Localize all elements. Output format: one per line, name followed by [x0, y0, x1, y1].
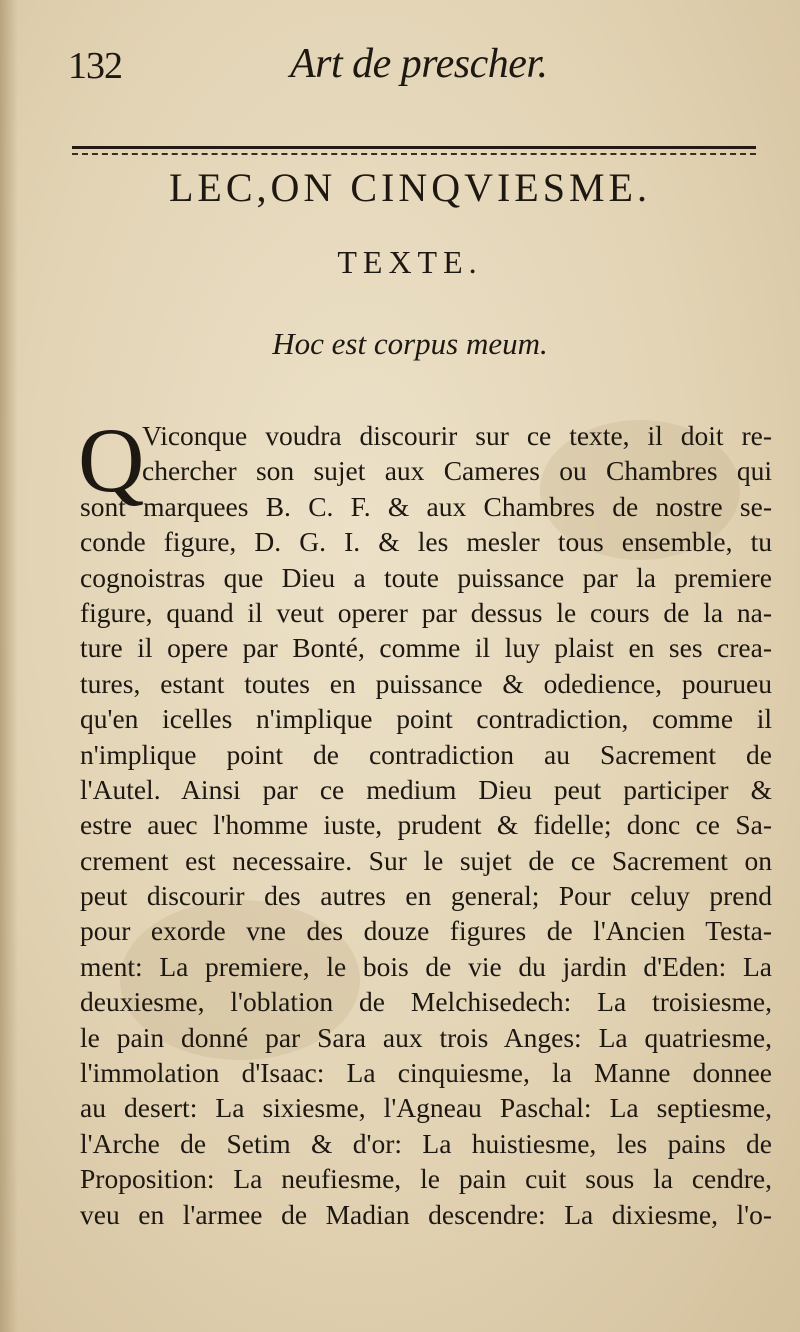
text-line: Proposition: La neufiesme, le pain cuit sous la cendre,: [80, 1163, 772, 1195]
text-line: l'Arche de Setim & d'or: La huistiesme, les pains de: [80, 1127, 772, 1159]
text-line: deuxiesme, l'oblation de Melchisedech: La troisiesme,: [80, 986, 772, 1018]
rule-line: [72, 146, 756, 149]
text-line: Viconque voudra discourir sur ce texte, il doit re-: [142, 420, 772, 451]
running-head: Art de prescher.: [290, 41, 548, 87]
text-line: figure, quand il veut operer par dessus le cours de la na-: [80, 596, 772, 628]
page-gutter: [0, 0, 18, 1332]
text-line: ture il opere par Bonté, comme il luy plaist en ses crea-: [80, 632, 772, 664]
text-line: n'implique point de contradiction au Sacrement de: [80, 738, 772, 770]
text-line: estre auec l'homme iuste, prudent & fidelle; donc ce Sa-: [80, 809, 772, 841]
text-line: conde figure, D. G. I. & les mesler tous ensemble, tu: [80, 526, 772, 558]
body-text: [78, 409, 772, 1232]
scripture-verse: Hoc est corpus meum.: [272, 326, 548, 361]
page-number: 132: [68, 45, 122, 87]
text-line: chercher son sujet aux Cameres ou Chambres qui: [142, 455, 772, 487]
text-line: veu en l'armee de Madian descendre: La dixiesme, l'o-: [80, 1198, 772, 1230]
text-line: qu'en icelles n'implique point contradiction, comme il: [80, 703, 772, 735]
text-line: pour exorde vne des douze figures de l'Ancien Testa-: [80, 915, 772, 947]
text-line: cognoistras que Dieu a toute puissance par la premiere: [80, 561, 772, 593]
text-line: l'Autel. Ainsi par ce medium Dieu peut participer &: [80, 773, 772, 805]
rule-line-dashed: [72, 153, 756, 155]
text-line: le pain donné par Sara aux trois Anges: La quatriesme,: [80, 1021, 772, 1053]
text-line: l'immolation d'Isaac: La cinquiesme, la Manne donnee: [80, 1057, 772, 1089]
ornamental-rule: [72, 140, 756, 160]
drop-cap: Q: [78, 409, 145, 511]
lesson-title: LEC,ON CINQVIESME.: [169, 165, 651, 210]
text-line: sont marquees B. C. F. & aux Chambres de nostre se-: [80, 490, 772, 522]
section-subtitle: TEXTE.: [337, 244, 483, 280]
text-line: peut discourir des autres en general; Pour celuy prend: [80, 880, 772, 912]
text-line: crement est necessaire. Sur le sujet de ce Sacrement on: [80, 844, 772, 876]
text-line: tures, estant toutes en puissance & odedience, pourueu: [80, 667, 772, 699]
text-line: au desert: La sixiesme, l'Agneau Paschal: La septiesme,: [80, 1092, 772, 1124]
page-header: [68, 34, 754, 104]
text-line: ment: La premiere, le bois de vie du jardin d'Eden: La: [80, 950, 772, 982]
